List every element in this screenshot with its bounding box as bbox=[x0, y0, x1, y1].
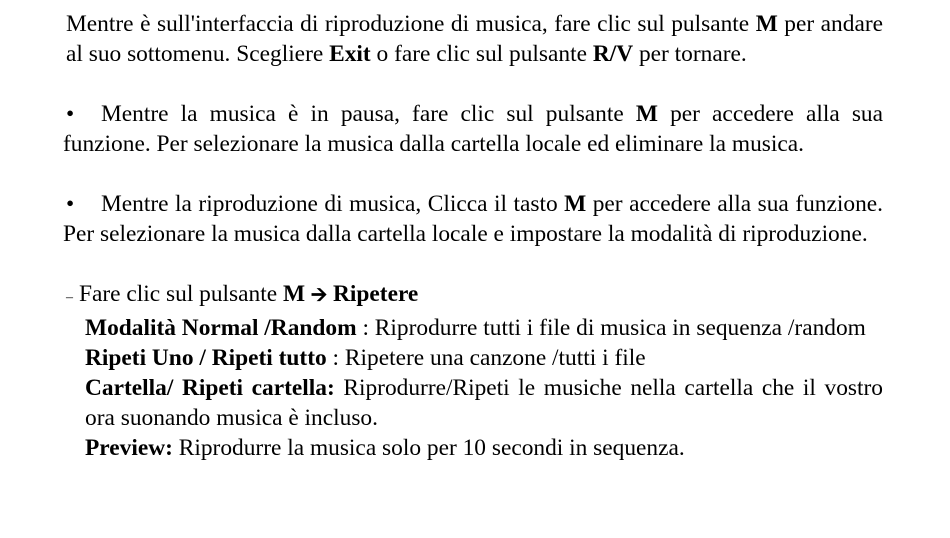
intro-bold-m: M bbox=[755, 11, 778, 37]
bullet-item-pause bbox=[63, 99, 883, 159]
mode-folder bbox=[85, 373, 883, 433]
bullet-item-playing bbox=[63, 189, 883, 249]
intro-bold-rv: R/V bbox=[592, 41, 634, 67]
mode-term: Ripeti Uno / Ripeti tutto bbox=[85, 345, 327, 371]
bullet1-text-1: Mentre la musica è in pausa, fare clic sul pulsante bbox=[101, 101, 636, 127]
intro-text-2: per andare al suo sottomenu. Scegliere bbox=[66, 11, 883, 67]
mode-desc: Riprodurre/Ripeti le musiche nella cartella che il vostro ora suonando musica è incluso. bbox=[85, 375, 883, 431]
submenu-bold-ripetere: Ripetere bbox=[333, 281, 419, 307]
mode-desc: Riprodurre la musica solo per 10 secondi in sequenza. bbox=[172, 435, 685, 461]
mode-term: Cartella/ Ripeti cartella: bbox=[85, 375, 335, 401]
intro-bold-exit: Exit bbox=[329, 41, 371, 67]
bullet1-text-2: per accedere alla sua funzione. Per selezionare la musica dalla cartella locale ed eliminare la musica. bbox=[63, 101, 883, 157]
bullet1-bold-m: M bbox=[635, 101, 658, 127]
submenu-bold-m: M bbox=[282, 281, 306, 307]
intro-text-4: per tornare. bbox=[633, 41, 747, 67]
mode-repeat-one-all bbox=[85, 343, 883, 373]
bullet-icon: • bbox=[66, 101, 75, 127]
submenu-heading bbox=[63, 279, 883, 313]
bullet-icon: • bbox=[66, 191, 75, 217]
mode-normal-random bbox=[85, 313, 883, 343]
mode-term: Modalità Normal /Random bbox=[85, 315, 357, 341]
intro-text-3: o fare clic sul pulsante bbox=[370, 41, 593, 67]
mode-desc: : Riprodurre tutti i file di musica in sequenza /random bbox=[356, 315, 866, 341]
mode-preview bbox=[85, 433, 883, 463]
bullet2-text-2: per accedere alla sua funzione. Per selezionare la musica dalla cartella locale e impostare la modalità di riproduzione. bbox=[63, 191, 883, 247]
bullet2-bold-m: M bbox=[564, 191, 587, 217]
bullet2-text-1: Mentre la riproduzione di musica, Clicca il tasto bbox=[101, 191, 565, 217]
mode-term: Preview: bbox=[85, 435, 173, 461]
mode-desc: : Ripetere una canzone /tutti i file bbox=[326, 345, 646, 371]
submenu-heading-text: Fare clic sul pulsante bbox=[79, 281, 283, 307]
submenu-section bbox=[66, 279, 883, 463]
intro-paragraph bbox=[66, 9, 883, 69]
intro-text-1: Mentre è sull'interfaccia di riproduzione di musica, fare clic sul pulsante bbox=[66, 11, 756, 37]
arrow-right-icon: 🡪 bbox=[310, 282, 328, 306]
dash-icon: – bbox=[66, 290, 73, 305]
